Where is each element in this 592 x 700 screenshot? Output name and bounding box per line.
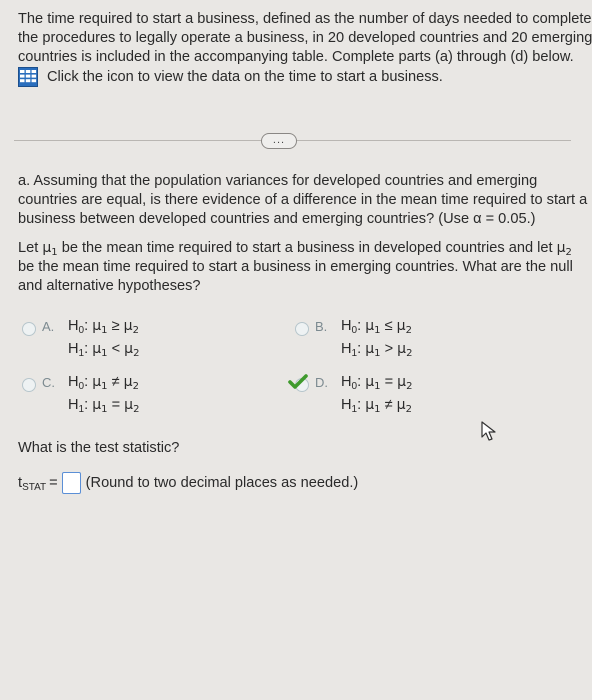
option-c-h0-op: ≠ — [111, 374, 120, 390]
tstat-label-t: t — [18, 475, 23, 491]
option-c-letter: C. — [42, 375, 55, 390]
hypothesis-line-2: be the mean time required to start a business in emerging countries. What are the null — [18, 259, 573, 275]
option-d-letter: D. — [315, 375, 328, 390]
data-link-text[interactable]: Click the icon to view the data on the time to start a business. — [47, 69, 443, 85]
option-b-radio[interactable] — [295, 322, 309, 336]
tstat-answer-input[interactable] — [62, 472, 81, 494]
mouse-cursor-icon — [480, 420, 498, 442]
option-b[interactable] — [295, 318, 525, 362]
part-a-text — [18, 172, 588, 229]
option-c[interactable] — [22, 374, 252, 418]
problem-intro — [18, 10, 592, 67]
option-c-h1-op: = — [111, 397, 121, 413]
rounding-hint: (Round to two decimal places as needed.) — [85, 475, 359, 491]
checkmark-icon — [287, 373, 309, 391]
option-a-h1-op: < — [111, 341, 121, 357]
hypothesis-line-3: and alternative hypotheses? — [18, 278, 201, 294]
hypothesis-prompt — [18, 239, 573, 296]
option-b-h0-op: ≤ — [384, 318, 393, 334]
option-a-h0: $H_0$: $\mu_1 \ge \mu_2$ — [68, 318, 139, 336]
intro-line-1: The time required to start a business, defined as the number of days needed to complete — [18, 11, 592, 27]
option-a-radio[interactable] — [22, 322, 36, 336]
option-d[interactable] — [295, 374, 525, 418]
option-d-h0: $H_0$: $\mu_1 = \mu_2$ — [341, 374, 413, 392]
tstat-row — [18, 472, 358, 494]
option-b-letter: B. — [315, 319, 328, 334]
intro-line-3: countries is included in the accompanying table. Complete parts (a) through (d) below. — [18, 49, 574, 65]
option-a[interactable] — [22, 318, 252, 362]
option-a-h1: $H_1$: $\mu_1 < \mu_2$ — [68, 341, 140, 359]
intro-line-2: the procedures to legally operate a business, in 20 developed countries and 20 emerging — [18, 30, 592, 46]
option-d-h1-op: ≠ — [384, 397, 393, 413]
prompt-mid: be the mean time required to start a business in developed countries and let — [61, 240, 553, 256]
option-c-radio[interactable] — [22, 378, 36, 392]
option-b-h1-op: > — [384, 341, 394, 357]
option-d-h1: $H_1$: $\mu_1 \ne \mu_2$ — [341, 397, 412, 415]
mu1-symbol: $\mu_1$ — [42, 240, 58, 258]
tstat-label-sub: STAT — [22, 482, 47, 493]
data-table-link[interactable] — [18, 67, 443, 87]
mu2-symbol: $\mu_2$ — [556, 240, 572, 258]
option-c-h0: $H_0$: $\mu_1 \ne \mu_2$ — [68, 374, 139, 392]
option-a-h0-op: ≥ — [111, 318, 120, 334]
option-c-h1: $H_1$: $\mu_1 = \mu_2$ — [68, 397, 140, 415]
data-table-icon[interactable] — [18, 67, 38, 87]
tstat-equals: = — [49, 475, 58, 491]
option-b-h0: $H_0$: $\mu_1 \le \mu_2$ — [341, 318, 412, 336]
tstat-label — [18, 475, 46, 491]
part-a-line-2: countries are equal, is there evidence of a difference in the mean time required to start a — [18, 192, 588, 208]
option-a-letter: A. — [42, 319, 55, 334]
part-a-line-3: business between developed countries and emerging countries? (Use α = 0.05.) — [18, 211, 536, 227]
expand-more-button[interactable]: ... — [261, 133, 297, 149]
test-statistic-question: What is the test statistic? — [18, 440, 180, 456]
option-d-h0-op: = — [384, 374, 394, 390]
hypothesis-line-1 — [18, 239, 573, 258]
part-a-line-1: a. Assuming that the population variances for developed countries and emerging — [18, 173, 538, 189]
option-b-h1: $H_1$: $\mu_1 > \mu_2$ — [341, 341, 413, 359]
prompt-let: Let — [18, 240, 39, 256]
